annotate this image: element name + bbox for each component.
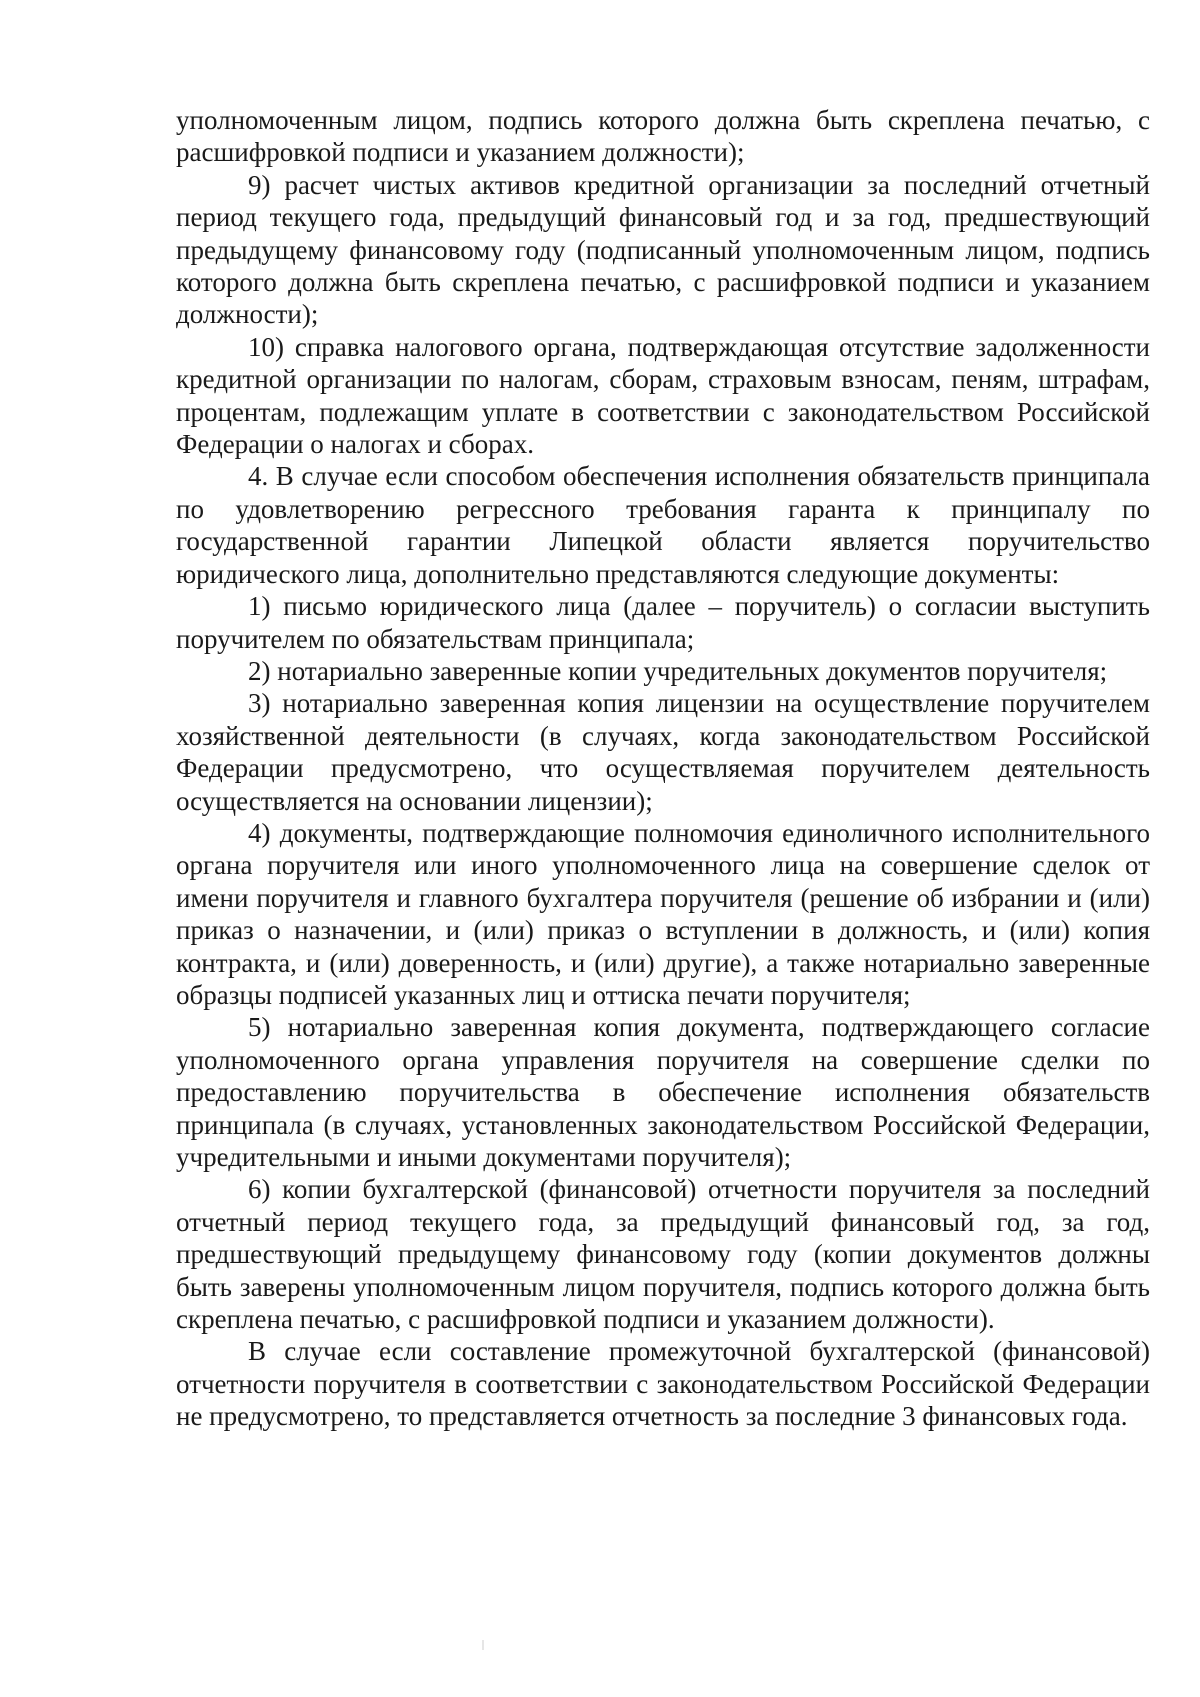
paragraph-item-3: 3) нотариально заверенная копия лицензии на осуществление поручителем хозяйственной деятельности (в случаях, когда законодательством Российской Федерации предусмотрено, что осуществляемая поручителем деятельность осуществляется на основании лицензии); bbox=[176, 688, 1150, 816]
paragraph-continuation: уполномоченным лицом, подпись которого должна быть скреплена печатью, с расшифровкой подписи и указанием должности); bbox=[176, 105, 1150, 168]
paragraph-item-6: 6) копии бухгалтерской (финансовой) отчетности поручителя за последний отчетный период текущего года, за предыдущий финансовый год, за год, предшествующий предыдущему финансовому году (копии документов должны быть заверены уполномоченным лицом поручителя, подпись которого должна быть скреплена печатью, с расшифровкой подписи и указанием должности). bbox=[176, 1174, 1150, 1335]
paragraph-item-2: 2) нотариально заверенные копии учредительных документов поручителя; bbox=[248, 655, 1108, 686]
scan-mark bbox=[482, 1640, 484, 1650]
paragraph-item-5: 5) нотариально заверенная копия документа, подтверждающего согласие уполномоченного органа управления поручителя на совершение сделки по предоставлению поручительства в обеспечение исполнения обязательств принципала (в случаях, установленных законодательством Российской Федерации, учредительными и иными документами поручителя); bbox=[176, 1012, 1150, 1172]
paragraph-item-9: 9) расчет чистых активов кредитной организации за последний отчетный период текущего года, предыдущий финансовый год и за год, предшествующий предыдущему финансовому году (подписанный уполномоченным лицом, подпись которого должна быть скреплена печатью, с расшифровкой подписи и указанием должности); bbox=[176, 169, 1150, 330]
paragraph-item-1: 1) письмо юридического лица (далее – поручитель) о согласии выступить поручителем по обязательствам принципала; bbox=[176, 591, 1150, 654]
paragraph-section-4: 4. В случае если способом обеспечения исполнения обязательств принципала по удовлетворению регрессного требования гаранта к принципалу по государственной гарантии Липецкой области является поручительство юридического лица, дополнительно представляются следующие документы: bbox=[176, 461, 1150, 589]
paragraph-item-10: 10) справка налогового органа, подтверждающая отсутствие задолженности кредитной организации по налогам, сборам, страховым взносам, пеням, штрафам, процентам, подлежащим уплате в соответствии с законодательством Российской Федерации о налогах и сборах. bbox=[176, 331, 1150, 460]
document-body bbox=[176, 104, 1150, 1433]
paragraph-closing: В случае если составление промежуточной бухгалтерской (финансовой) отчетности поручителя в соответствии с законодательством Российской Федерации не предусмотрено, то представляется отчетность за последние 3 финансовых года. bbox=[176, 1336, 1150, 1432]
paragraph-item-4: 4) документы, подтверждающие полномочия единоличного исполнительного органа поручителя или иного уполномоченного лица на совершение сделок от имени поручителя и главного бухгалтера поручителя (решение об избрании и (или) приказ о назначении, и (или) приказ о вступлении в должность, и (или) копия контракта, и (или) доверенность, и (или) другие), а также нотариально заверенные образцы подписей указанных лиц и оттиска печати поручителя; bbox=[176, 817, 1150, 1010]
